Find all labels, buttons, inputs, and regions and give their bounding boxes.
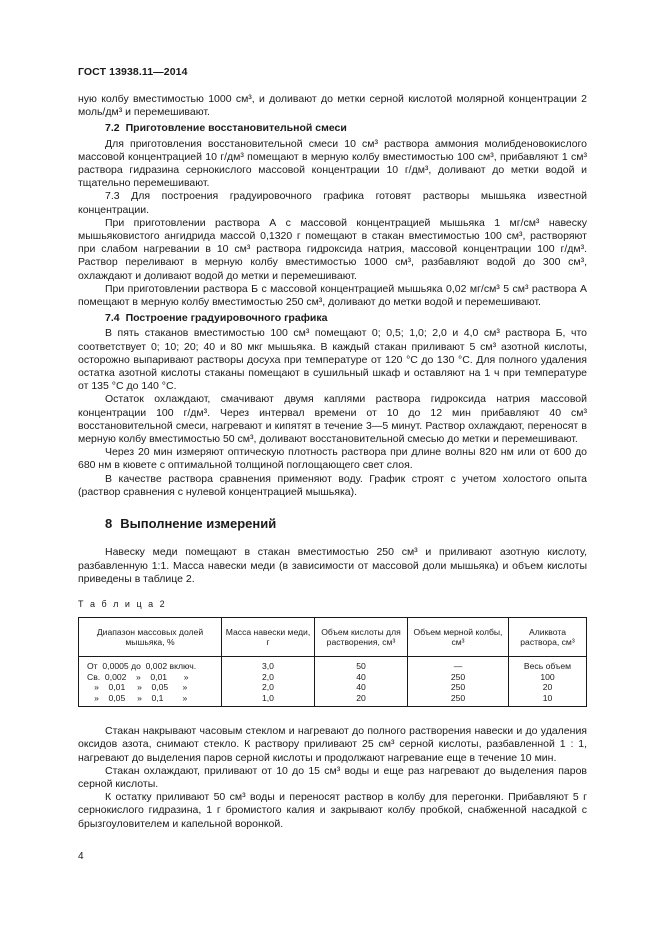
table-cell: —: [408, 657, 509, 672]
paragraph-8-c: Стакан охлаждают, приливают от 10 до 15 см³ воды и еще раз нагревают до выделения паров серной кислоты.: [78, 764, 587, 790]
subsection-title: Построение градуировочного графика: [125, 312, 328, 325]
table-header-cell: Диапазон массовых долей мышьяка, %: [79, 618, 222, 657]
paragraph-7-3: 7.3 Для построения градуировочного графика готовят растворы мышьяка известной концентрации.: [78, 190, 587, 216]
table-header-cell: Масса навески меди, г: [222, 618, 315, 657]
table-row: [79, 657, 587, 672]
table-cell: 20: [315, 693, 408, 707]
table-cell: 250: [408, 682, 509, 693]
subsection-number: 7.2: [105, 122, 120, 135]
table-2: [78, 617, 587, 707]
section-heading-8: [105, 517, 587, 530]
table-cell: 3,0: [222, 657, 315, 672]
subsection-heading-7-4: [105, 312, 587, 325]
section-title: Выполнение измерений: [120, 516, 277, 532]
paragraph-7-4-a: В пять стаканов вместимостью 100 см³ помещают 0; 0,5; 1,0; 2,0 и 4,0 см³ раствора Б, что соответствует 0; 10; 20; 40 и 80 мкг мышьяка. В каждый стакан приливают 5 см³ азотной кислоты, осторожно выпаривают растворы досуха при температуре от 120 °С до 130 °С. Для полного удаления остатка азотной кислоты стаканы помещают в сушильный шкаф и оставляют на 1 ч при температуре от 135 °С до 140 °С.: [78, 327, 587, 393]
paragraph-7-4-b: Остаток охлаждают, смачивают двумя каплями раствора гидроксида натрия массовой концентрации 100 г/дм³. Через интервал времени от 10 до 12 мин прибавляют 40 см³ восстановительной смеси, нагревают и кипятят в течение 3—5 минут. Раствор охлаждают, переносят в мерную колбу вместимостью 50 см³, доливают восстановительной смесью до метки и перемешивают.: [78, 393, 587, 446]
paragraph-8-b: Стакан накрывают часовым стеклом и нагревают до полного растворения навески и до удаления оксидов азота, снимают стекло. К раствору приливают 25 см³ серной кислоты, разбавленной 1 : 1, нагревают до выделения паров серной кислоты и продолжают нагревание еще в течение 10 мин.: [78, 725, 587, 764]
page-number: 4: [78, 851, 84, 862]
table-row: [79, 693, 587, 707]
table-cell: » 0,05 » 0,1 »: [79, 693, 222, 707]
paragraph-continuation: ную колбу вместимостью 1000 см³, и доливают до метки серной кислотой молярной концентрации 2 моль/дм³ и перемешивают.: [78, 93, 587, 119]
table-cell: 20: [509, 682, 587, 693]
table-cell: Весь объем: [509, 657, 587, 672]
table-row: [79, 672, 587, 683]
subsection-heading-7-2: [105, 122, 587, 135]
table-header-cell: Объем кислоты для растворения, см³: [315, 618, 408, 657]
subsection-title: Приготовление восстановительной смеси: [125, 122, 347, 135]
table-cell: » 0,01 » 0,05 »: [79, 682, 222, 693]
paragraph-solution-b: При приготовлении раствора Б с массовой концентрацией мышьяка 0,02 мг/см³ 5 см³ раствора А помещают в мерную колбу вместимостью 250 см³, доливают до метки водой и перемешивают.: [78, 282, 587, 309]
table-cell: Св. 0,002 » 0,01 »: [79, 672, 222, 683]
table-row: [79, 682, 587, 693]
table-cell: 2,0: [222, 682, 315, 693]
paragraph-8-a: Навеску меди помещают в стакан вместимостью 250 см³ и приливают азотную кислоту, разбавленную 1:1. Масса навески меди (в зависимости от массовой доли мышьяка) и объем кислоты приведены в таблице 2.: [78, 546, 587, 585]
table-cell: 250: [408, 693, 509, 707]
table-cell: 40: [315, 682, 408, 693]
table-cell: 10: [509, 693, 587, 707]
subsection-number: 7.4: [105, 312, 120, 325]
table-header-row: [79, 618, 587, 657]
table-cell: 2,0: [222, 672, 315, 683]
document-header: ГОСТ 13938.11—2014: [78, 66, 188, 78]
table-cell: 40: [315, 672, 408, 683]
page-body: [78, 93, 587, 831]
paragraph-7-4-c: Через 20 мин измеряют оптическую плотность раствора при длине волны 820 нм или от 600 до 680 нм в кювете с оптимальной толщиной поглощающего свет слоя.: [78, 446, 587, 472]
paragraph-7-2: Для приготовления восстановительной смеси 10 см³ раствора аммония молибденовокислого массовой концентрацией 10 г/дм³ помещают в мерную колбу вместимостью 100 см³, прибавляют 1 см³ раствора гидразина сернокислого массовой концентрации 10 г/дм³, доливают до метки водой и тщательно перемешивают.: [78, 137, 587, 190]
table-cell: От 0,0005 до 0,002 включ.: [79, 657, 222, 672]
table-header-cell: Аликвота раствора, см³: [509, 618, 587, 657]
paragraph-8-d: К остатку приливают 50 см³ воды и переносят раствор в колбу для перегонки. Прибавляют 5 г сернокислого гидразина, 1 г бромистого калия и закрывают колбу пробкой, снабженной насадкой с брызгоуловителем и капельной воронкой.: [78, 791, 587, 830]
paragraph-solution-a: При приготовлении раствора А с массовой концентрацией мышьяка 1 мг/см³ навеску мышьяковистого ангидрида массой 0,1320 г помещают в стакан вместимостью 100 см³, растворяют при слабом нагревании в 10 см³ раствора гидроксида натрия, массовой концентрации 100 г/дм³. Раствор переливают в мерную колбу вместимостью 1000 см³, разбавляют водой до 300 см³, охлаждают и доливают водой до метки и перемешивают.: [78, 216, 587, 282]
table-cell: 50: [315, 657, 408, 672]
table-header-cell: Объем мерной колбы, см³: [408, 618, 509, 657]
table-caption: Т а б л и ц а 2: [78, 598, 167, 609]
section-number: 8: [105, 516, 113, 532]
table-cell: 250: [408, 672, 509, 683]
paragraph-7-4-d: В качестве раствора сравнения применяют воду. График строят с учетом холостого опыта (раствор сравнения с нулевой концентрацией мышьяка).: [78, 472, 587, 498]
table-cell: 100: [509, 672, 587, 683]
table-cell: 1,0: [222, 693, 315, 707]
